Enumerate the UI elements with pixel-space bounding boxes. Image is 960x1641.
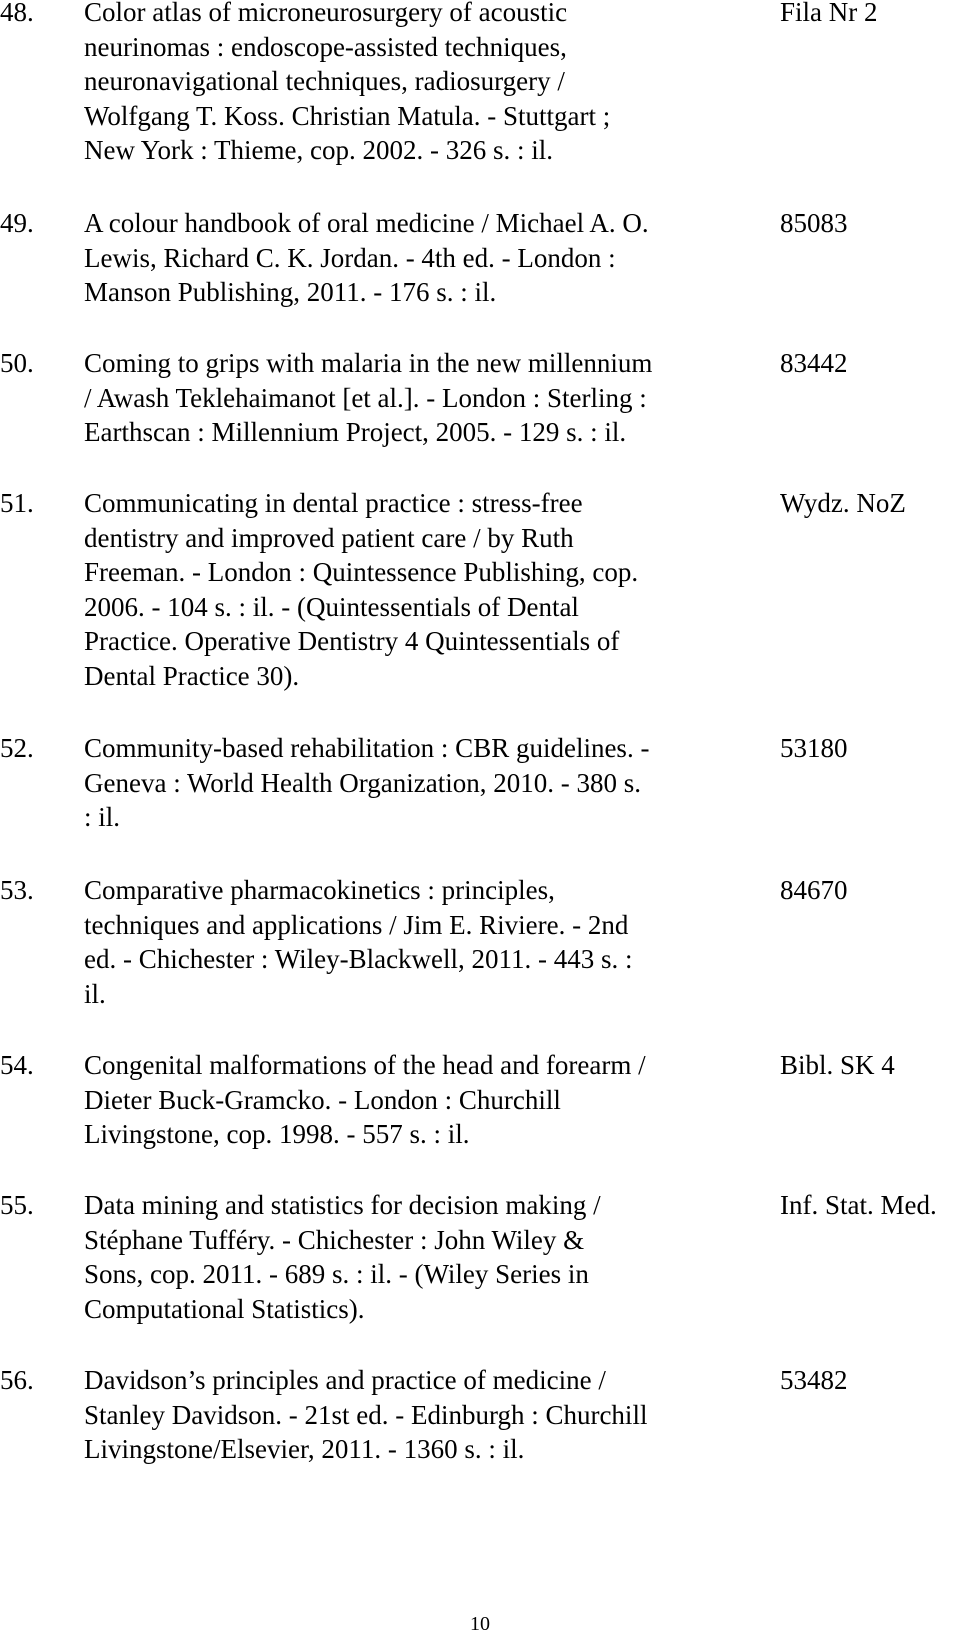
entry-number: 50. bbox=[0, 348, 34, 378]
citation-line: Livingstone, cop. 1998. - 557 s. : il. bbox=[84, 1119, 470, 1149]
page-number: 10 bbox=[470, 1613, 490, 1635]
entry-number: 54. bbox=[0, 1050, 34, 1080]
citation-line: Community-based rehabilitation : CBR guidelines. - bbox=[84, 733, 650, 763]
entry-number: 51. bbox=[0, 488, 34, 518]
entry-number: 52. bbox=[0, 733, 34, 763]
citation-line: Livingstone/Elsevier, 2011. - 1360 s. : il. bbox=[84, 1434, 525, 1464]
shelf-location: 53482 bbox=[780, 1365, 848, 1395]
entry-number: 48. bbox=[0, 0, 34, 27]
citation-line: Stanley Davidson. - 21st ed. - Edinburgh : Churchill bbox=[84, 1399, 648, 1430]
citation-line: Stéphane Tufféry. - Chichester : John Wiley & bbox=[84, 1224, 585, 1255]
citation-line: Data mining and statistics for decision making / bbox=[84, 1190, 601, 1220]
shelf-location: 84670 bbox=[780, 875, 848, 905]
shelf-location: 83442 bbox=[780, 348, 848, 378]
citation-line: New York : Thieme, cop. 2002. - 326 s. : il. bbox=[84, 135, 553, 165]
citation-line: 2006. - 104 s. : il. - (Quintessentials of Dental bbox=[84, 591, 579, 622]
citation-line: : il. bbox=[84, 802, 121, 832]
shelf-location: 85083 bbox=[780, 208, 848, 238]
citation-line: Dieter Buck-Gramcko. - London : Churchill bbox=[84, 1084, 561, 1115]
entry-number: 49. bbox=[0, 208, 34, 238]
shelf-location: Inf. Stat. Med. bbox=[780, 1190, 937, 1220]
shelf-location: 53180 bbox=[780, 733, 848, 763]
entry-citation bbox=[84, 206, 734, 310]
entry-citation bbox=[84, 0, 734, 168]
citation-line: Practice. Operative Dentistry 4 Quintessentials of bbox=[84, 626, 620, 656]
citation-line: Davidson’s principles and practice of medicine / bbox=[84, 1365, 606, 1395]
citation-line: neurinomas : endoscope-assisted techniques, bbox=[84, 31, 567, 62]
citation-line: Communicating in dental practice : stress-free bbox=[84, 488, 583, 518]
citation-line: Freeman. - London : Quintessence Publishing, cop. bbox=[84, 557, 639, 587]
citation-line: Dental Practice 30). bbox=[84, 660, 300, 691]
citation-line: Wolfgang T. Koss. Christian Matula. - Stuttgart ; bbox=[84, 100, 611, 131]
entry-citation bbox=[84, 1363, 734, 1467]
citation-line: Manson Publishing, 2011. - 176 s. : il. bbox=[84, 277, 497, 307]
citation-line: Congenital malformations of the head and forearm / bbox=[84, 1050, 646, 1080]
entry-citation bbox=[84, 486, 734, 693]
citation-line: Comparative pharmacokinetics : principles, bbox=[84, 875, 555, 905]
entry-citation bbox=[84, 1188, 734, 1326]
citation-line: Geneva : World Health Organization, 2010. - 380 s. bbox=[84, 767, 641, 798]
citation-line: Color atlas of microneurosurgery of acoustic bbox=[84, 0, 568, 27]
entry-citation bbox=[84, 346, 734, 450]
entry-number: 56. bbox=[0, 1365, 34, 1395]
citation-line: Coming to grips with malaria in the new millennium bbox=[84, 348, 653, 378]
citation-line: dentistry and improved patient care / by Ruth bbox=[84, 522, 574, 553]
shelf-location: Fila Nr 2 bbox=[780, 0, 878, 27]
citation-line: Sons, cop. 2011. - 689 s. : il. - (Wiley Series in bbox=[84, 1259, 589, 1289]
entry-citation bbox=[84, 1048, 734, 1152]
citation-line: Earthscan : Millennium Project, 2005. - 129 s. : il. bbox=[84, 417, 627, 447]
citation-line: il. bbox=[84, 978, 106, 1009]
entry-citation bbox=[84, 731, 734, 835]
citation-line: neuronavigational techniques, radiosurgery / bbox=[84, 66, 565, 96]
citation-line: Lewis, Richard C. K. Jordan. - 4th ed. - London : bbox=[84, 242, 616, 273]
shelf-location: Wydz. NoZ bbox=[780, 488, 906, 518]
citation-line: techniques and applications / Jim E. Riviere. - 2nd bbox=[84, 909, 629, 940]
entry-number: 53. bbox=[0, 875, 34, 905]
citation-line: ed. - Chichester : Wiley-Blackwell, 2011. - 443 s. : bbox=[84, 944, 633, 974]
citation-line: A colour handbook of oral medicine / Michael A. O. bbox=[84, 208, 649, 238]
entry-number: 55. bbox=[0, 1190, 34, 1220]
citation-line: Computational Statistics). bbox=[84, 1293, 365, 1324]
entry-citation bbox=[84, 873, 734, 1011]
citation-line: / Awash Teklehaimanot [et al.]. - London : Sterling : bbox=[84, 382, 647, 413]
shelf-location: Bibl. SK 4 bbox=[780, 1050, 895, 1080]
